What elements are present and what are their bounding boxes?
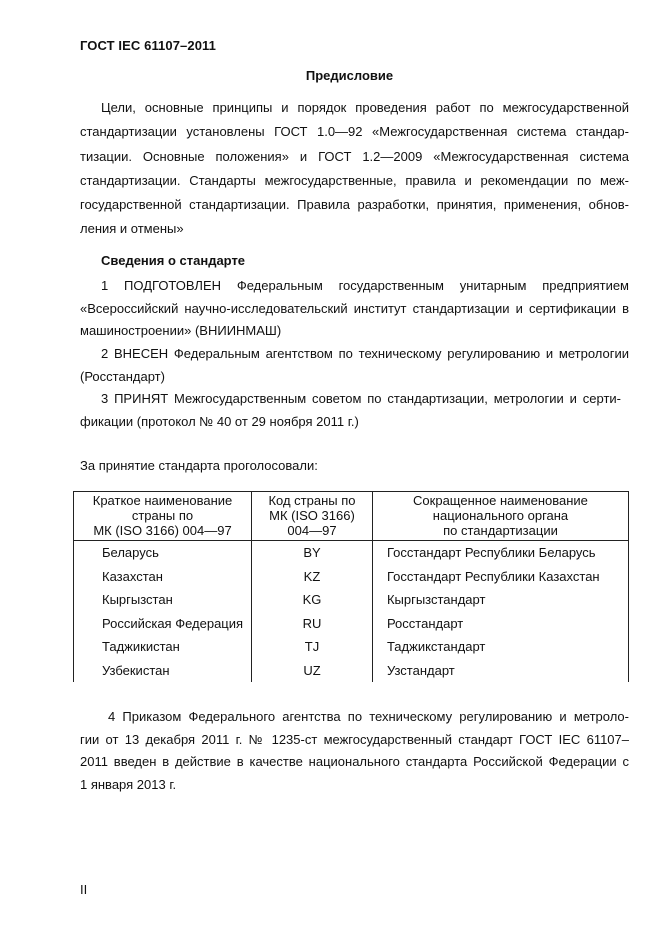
country-cell: Кыргызстан — [74, 588, 252, 612]
country-cell: Казахстан — [74, 565, 252, 589]
info-item-line: 1 ПОДГОТОВЛЕН Федеральным государственным унитарным предприятием — [101, 278, 629, 293]
code-cell: KG — [252, 588, 373, 612]
page-number: II — [80, 882, 88, 897]
header-line: национального органа — [432, 508, 569, 523]
body-cell: Таджикстандарт — [372, 635, 628, 659]
foreword-line: Цели, основные принципы и порядок проведения работ по межгосударственной — [101, 100, 629, 115]
table-row — [74, 612, 629, 636]
header-line: Сокращенное наименование — [413, 493, 588, 508]
info-item-line: 3 ПРИНЯТ Межгосударственным советом по стандартизации, метрологии и серти- — [101, 391, 621, 406]
foreword-line: ления и отмены» — [80, 221, 184, 237]
country-cell: Узбекистан — [74, 659, 252, 683]
info-item-1 — [80, 275, 629, 343]
foreword-line: стандартизации установлены ГОСТ 1.0—92 «Межгосударственная система стандар- — [80, 124, 629, 140]
header-line: по стандартизации — [443, 523, 558, 538]
info-title: Сведения о стандарте — [101, 253, 246, 268]
voting-intro: За принятие стандарта проголосовали: — [80, 458, 318, 473]
body-cell: Кыргызстандарт — [372, 588, 628, 612]
voting-table — [73, 491, 629, 682]
country-cell: Беларусь — [74, 541, 252, 565]
item-4-line: 4 Приказом Федерального агентства по техническому регулированию и метроло- — [108, 709, 629, 724]
country-cell: Таджикистан — [74, 635, 252, 659]
header-line: МК (ISO 3166) — [269, 508, 355, 523]
foreword-line: стандартизации. Стандарты межгосударственные, правила и рекомендации по меж- — [80, 172, 629, 188]
info-item-line: (Росстандарт) — [80, 368, 165, 384]
foreword-line: государственной стандартизации. Правила разработки, принятия, применения, обнов- — [80, 197, 629, 213]
code-cell: TJ — [252, 635, 373, 659]
info-item-line: «Всероссийский научно-исследовательский институт стандартизации и сертификации в — [80, 300, 629, 316]
body-cell: Росстандарт — [372, 612, 628, 636]
foreword-line: тизации. Основные положения» и ГОСТ 1.2—2009 «Межгосударственная система — [80, 148, 629, 164]
table-row — [74, 541, 629, 565]
info-item-line: машиностроении» (ВНИИНМАШ) — [80, 323, 282, 339]
table-row — [74, 588, 629, 612]
foreword-text — [80, 96, 629, 242]
info-item-line: фикации (протокол № 40 от 29 ноября 2011 г.) — [80, 413, 359, 429]
column-header-country — [74, 492, 252, 541]
header-line: Код страны по — [268, 493, 356, 508]
item-4-line: 2011 введен в действие в качестве национального стандарта Российской Федерации с — [80, 754, 629, 770]
header-line: страны по — [131, 508, 194, 523]
item-4 — [80, 706, 629, 797]
column-header-body — [372, 492, 628, 541]
table-row — [74, 565, 629, 589]
code-cell: BY — [252, 541, 373, 565]
body-cell: Узстандарт — [372, 659, 628, 683]
header-line: Краткое наименование — [92, 493, 233, 508]
document-code: ГОСТ IEC 61107–2011 — [80, 38, 216, 53]
header-line: 004—97 — [287, 523, 337, 538]
column-header-code — [252, 492, 373, 541]
code-cell: KZ — [252, 565, 373, 589]
table-header-row — [74, 492, 629, 541]
code-cell: UZ — [252, 659, 373, 683]
table-row — [74, 659, 629, 683]
code-cell: RU — [252, 612, 373, 636]
foreword-title: Предисловие — [305, 68, 394, 83]
info-item-3 — [80, 388, 629, 433]
info-item-2 — [80, 343, 629, 388]
item-4-line: 1 января 2013 г. — [80, 777, 177, 793]
country-cell: Российская Федерация — [74, 612, 252, 636]
body-cell: Госстандарт Республики Беларусь — [372, 541, 628, 565]
item-4-line: гии от 13 декабря 2011 г. № 1235-ст межгосударственный стандарт ГОСТ IEC 61107– — [80, 731, 629, 747]
header-line: МК (ISO 3166) 004—97 — [93, 523, 232, 538]
info-item-line: 2 ВНЕСЕН Федеральным агентством по техническому регулированию и метрологии — [101, 346, 629, 361]
body-cell: Госстандарт Республики Казахстан — [372, 565, 628, 589]
table-row — [74, 635, 629, 659]
